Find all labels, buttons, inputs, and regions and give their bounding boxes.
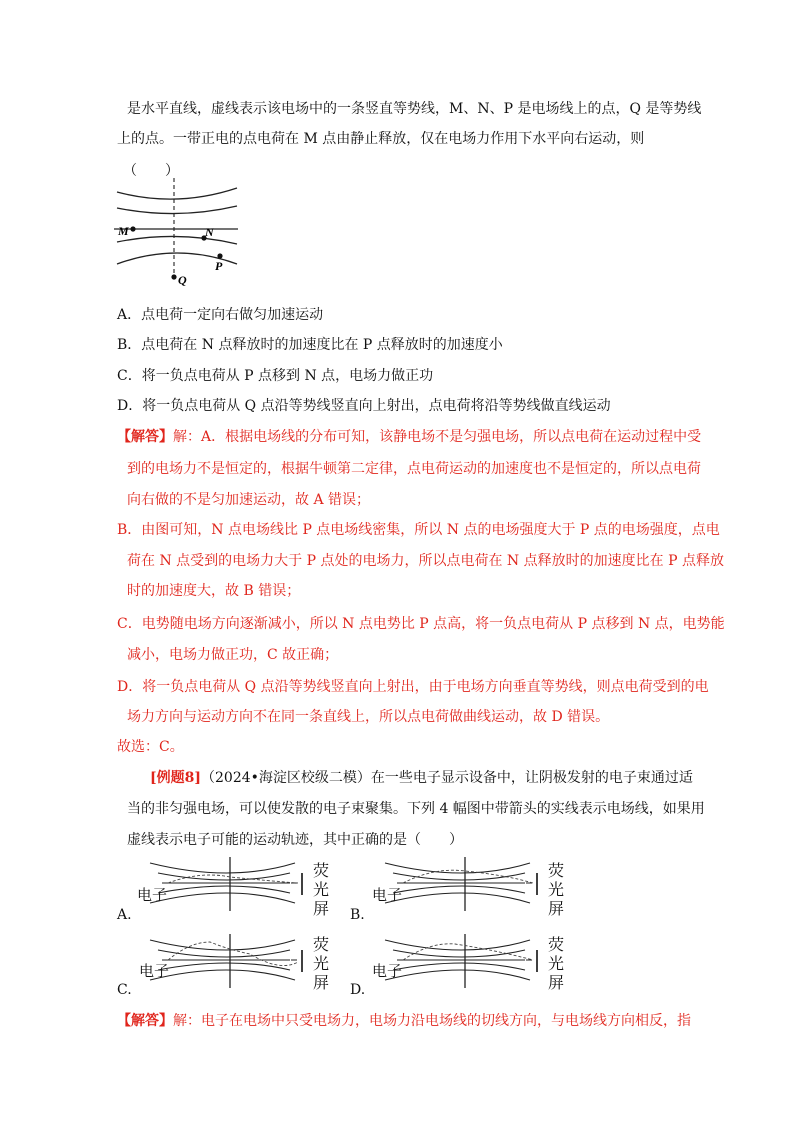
panel-b-letter: B.	[350, 907, 365, 923]
field-lines-figure	[112, 178, 242, 288]
point-p	[217, 253, 222, 258]
answer-line-b3: 时的加速度大，故 B 错误；	[127, 583, 301, 599]
label-n: N	[205, 225, 214, 239]
field-line-top-inner	[117, 206, 237, 214]
answer-choice: 故选：C。	[117, 739, 184, 755]
panel-c-trajectory	[168, 942, 298, 966]
field-lines	[114, 188, 238, 264]
panel-b-trajectory	[403, 870, 533, 883]
panel-a-diagram	[130, 855, 310, 915]
stem-line-2: 上的点。一带正电的点电荷在 M 点由静止释放，仅在电场力作用下水平向右运动，则	[117, 131, 645, 147]
label-p: P	[215, 259, 223, 273]
label-m: M	[118, 224, 129, 238]
panel-c-letter: C.	[117, 982, 132, 998]
panel-a-trajectory	[168, 875, 298, 883]
panel-a-screen-label: 荧光屏	[312, 861, 329, 918]
option-d: D．将一负点电荷从 Q 点沿等势线竖直向上射出，点电荷将沿等势线做直线运动	[117, 398, 611, 414]
answer-line-a3: 向右做的不是匀加速运动，故 A 错误；	[127, 492, 371, 508]
answer-line-a2: 到的电场力不是恒定的，根据牛顿第二定律，点电荷运动的加速度也不是恒定的，所以点电荷	[127, 461, 701, 477]
answer-line-c2: 减小，电场力做正功，C 故正确；	[127, 647, 339, 663]
stem-answer-bracket: （ ）	[123, 163, 179, 179]
answer-line-b1: B．由图可知，N 点电场线比 P 点电场线密集，所以 N 点的电场强度大于 P 点的电场强度，点电	[117, 522, 720, 538]
example8-answer-text-1: 解：电子在电场中只受电场力，电场力沿电场线的切线方向，与电场线方向相反，指	[173, 1013, 691, 1029]
answer-line-c1: C．电势随电场方向逐渐减小，所以 N 点电势比 P 点高，将一负点电荷从 P 点移到 N 点，电势能	[117, 616, 725, 632]
example8-line-2: 当的非匀强电场，可以使发散的电子束聚集。下列 4 幅图中带箭头的实线表示电场线，如果用	[127, 801, 705, 817]
answer-a-text-1: 解：A．根据电场线的分布可知，该静电场不是匀强电场，所以点电荷在运动过程中受	[173, 429, 702, 445]
panel-c-screen-label: 荧光屏	[312, 935, 329, 992]
field-line-top-outer	[117, 188, 237, 199]
point-m	[130, 226, 135, 231]
option-a: A．点电荷一定向右做匀加速运动	[117, 307, 324, 323]
example8-answer-tag: 【解答】	[117, 1013, 173, 1029]
answer-line-b2: 荷在 N 点受到的电场力大于 P 点处的电场力，所以点电荷在 N 点释放时的加速度比在 P 点释放	[127, 553, 724, 569]
answer-line-d2: 场力方向与运动方向不在同一条直线上，所以点电荷做曲线运动，故 D 错误。	[127, 709, 610, 725]
panel-d-letter: D.	[350, 982, 366, 998]
panel-b-electron-label: 电子	[372, 886, 403, 904]
example8-text-1: （2024•海淀区校级二模）在一些电子显示设备中，让阴极发射的电子束通过适	[201, 770, 693, 786]
panel-b-diagram	[365, 855, 545, 915]
label-q: Q	[178, 273, 187, 287]
stem-line-1: 是水平直线，虚线表示该电场中的一条竖直等势线，M、N、P 是电场线上的点，Q 是等势线	[127, 101, 702, 117]
panel-c-electron-label: 电子	[139, 962, 170, 980]
example8-tag: [例题8]	[150, 770, 201, 786]
answer-line-a1	[117, 427, 701, 447]
example8-answer-line-1	[117, 1011, 691, 1031]
option-b: B．点电荷在 N 点释放时的加速度比在 P 点释放时的加速度小	[117, 337, 503, 353]
panel-a-electron-label: 电子	[137, 886, 168, 904]
answer-line-d1: D．将一负点电荷从 Q 点沿等势线竖直向上射出，由于电场方向垂直等势线，则点电荷受到的电	[117, 679, 709, 695]
panel-a-letter: A.	[117, 907, 132, 923]
point-q	[171, 274, 176, 279]
panel-d-electron-label: 电子	[372, 962, 403, 980]
answer-tag: 【解答】	[117, 429, 173, 445]
example8-line-3: 虚线表示电子可能的运动轨迹，其中正确的是（ ）	[127, 832, 463, 848]
field-line-bottom-inner	[117, 236, 237, 244]
panel-d-screen-label: 荧光屏	[547, 935, 564, 992]
panel-b-screen-label: 荧光屏	[547, 861, 564, 918]
example8-line-1	[150, 768, 693, 788]
option-c: C．将一负点电荷从 P 点移到 N 点，电场力做正功	[117, 368, 434, 384]
